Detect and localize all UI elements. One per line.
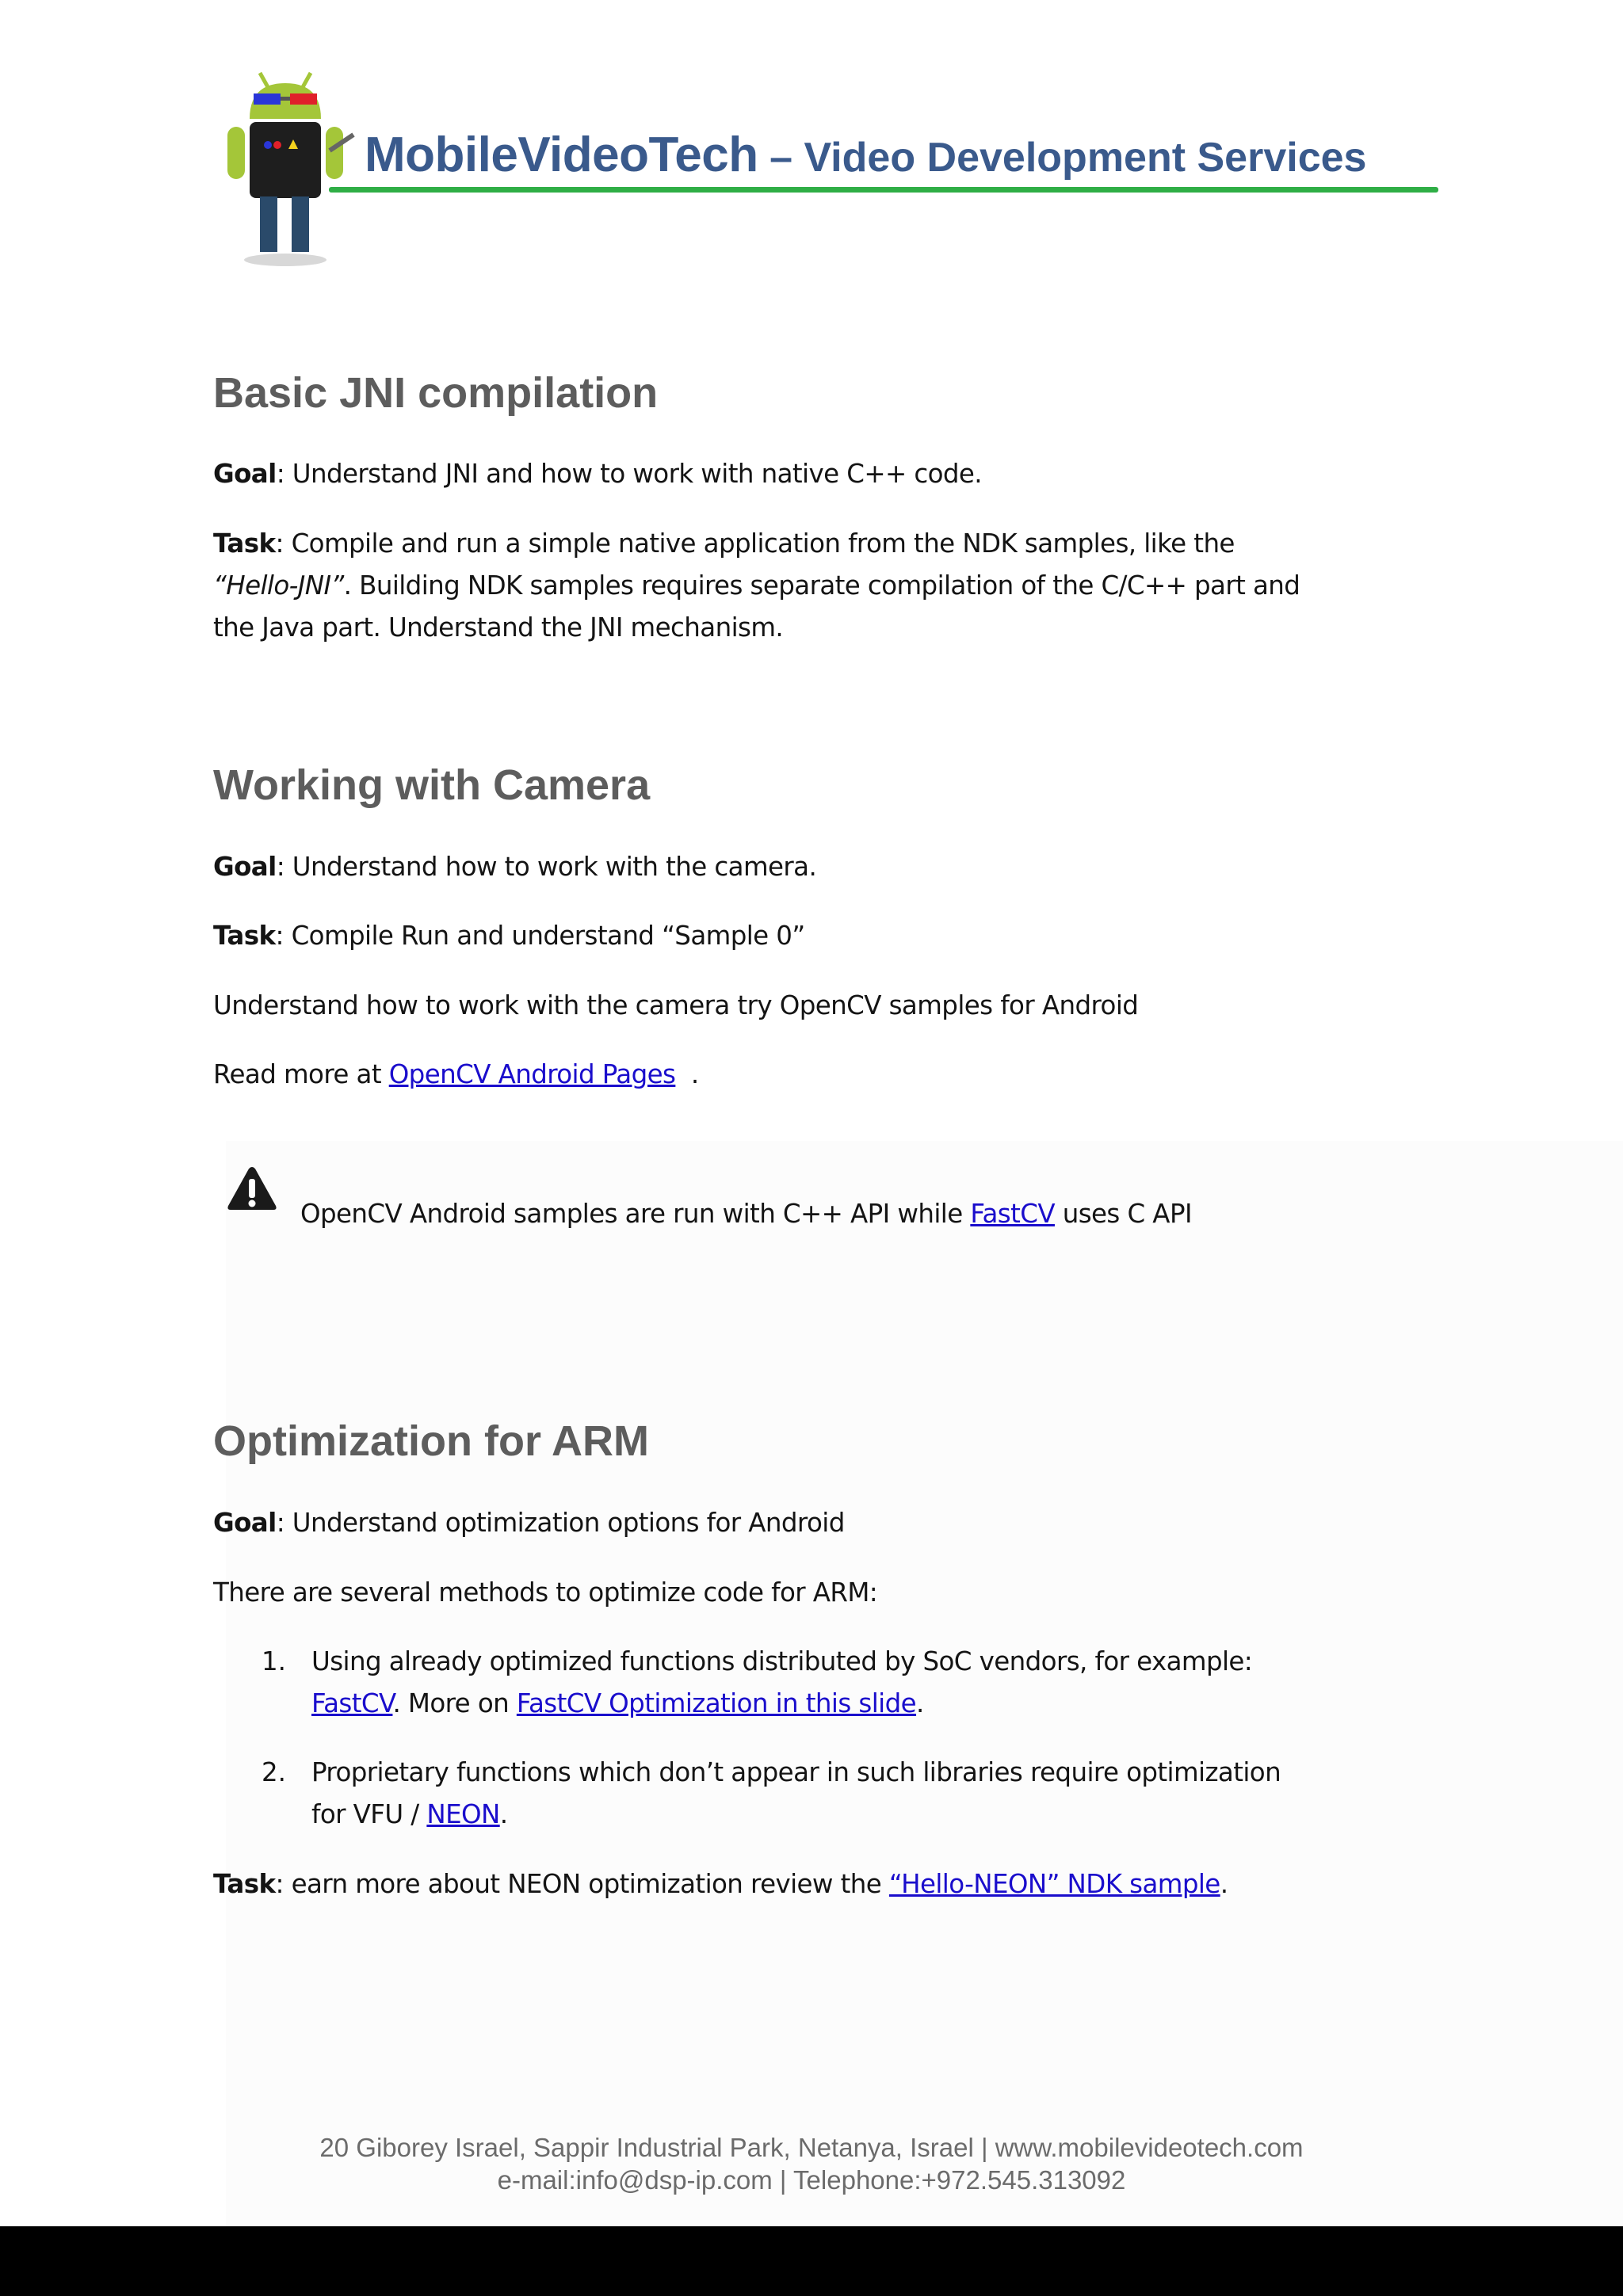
camera-goal (213, 846, 816, 888)
goal-label: Goal (213, 1508, 277, 1538)
list-item-1-line1: Using already optimized functions distributed by SoC vendors, for example: (311, 1646, 1253, 1676)
fastcv-link[interactable]: FastCV (311, 1688, 393, 1718)
list-item-text: . (916, 1688, 924, 1718)
section-title-camera: Working with Camera (213, 761, 651, 809)
list-item-2-line2 (311, 1794, 507, 1836)
list-item-2-line1: Proprietary functions which don’t appear in such libraries require optimization (311, 1757, 1281, 1787)
fastcv-link[interactable]: FastCV (970, 1199, 1055, 1229)
list-number: 2. (262, 1757, 287, 1787)
footer-contact: e-mail:info@dsp-ip.com | Telephone:+972.545.313092 (497, 2165, 1126, 2195)
neon-link[interactable]: NEON (426, 1799, 500, 1829)
footer-address: 20 Giborey Israel, Sappir Industrial Park, Netanya, Israel | www.mobilevideotech.com (319, 2133, 1304, 2162)
brand-divider (329, 187, 1438, 193)
goal-text: : Understand JNI and how to work with native C++ code. (276, 459, 983, 489)
goal-text: : Understand how to work with the camera. (276, 852, 817, 882)
opencv-android-pages-link[interactable]: OpenCV Android Pages (388, 1059, 676, 1089)
list-item-text: . (499, 1799, 508, 1829)
task-text: : earn more about NEON optimization review the (275, 1869, 889, 1899)
warning-icon (226, 1165, 278, 1212)
goal-text: : Understand optimization options for Android (276, 1508, 845, 1538)
section-title-jni: Basic JNI compilation (213, 369, 659, 417)
section-title-arm: Optimization for ARM (213, 1417, 649, 1465)
task-label: Task (213, 921, 276, 951)
list-number: 1. (262, 1646, 287, 1676)
jni-task-line2 (213, 565, 1300, 607)
readmore-suffix: . (675, 1059, 699, 1089)
task-text: : Compile Run and understand “Sample 0” (275, 921, 805, 951)
arm-task (213, 1863, 1228, 1905)
brand-tagline: – Video Development Services (758, 135, 1367, 181)
list-item-1-line2 (311, 1683, 924, 1725)
list-item-text: for VFU / (311, 1799, 427, 1829)
warning-note (300, 1193, 1192, 1235)
android-mascot-logo (214, 63, 357, 269)
hello-neon-sample-link[interactable]: “Hello-NEON” NDK sample (888, 1869, 1220, 1899)
hello-jni-italic: “Hello-JNI” (213, 570, 344, 601)
readmore-prefix: Read more at (213, 1059, 389, 1089)
brand-name: MobileVideoTech (365, 128, 758, 182)
list-item-text: . More on (392, 1688, 517, 1718)
letterhead (214, 63, 1450, 277)
task-text: . Building NDK samples requires separate compilation of the C/C++ part and (343, 570, 1300, 601)
bottom-black-bar (0, 2226, 1623, 2296)
camera-paragraph: Understand how to work with the camera try OpenCV samples for Android (213, 990, 1139, 1020)
fastcv-optimization-slide-link[interactable]: FastCV Optimization in this slide (516, 1688, 917, 1718)
goal-label: Goal (213, 459, 277, 489)
task-text: : Compile and run a simple native application from the NDK samples, like the (275, 528, 1235, 559)
goal-label: Goal (213, 852, 277, 882)
arm-intro: There are several methods to optimize code for ARM: (213, 1577, 878, 1608)
arm-goal (213, 1502, 845, 1544)
task-label: Task (213, 1869, 276, 1899)
camera-readmore (213, 1054, 699, 1096)
brand-title (365, 127, 1366, 183)
note-suffix: uses C API (1054, 1199, 1192, 1229)
jni-task (213, 523, 1235, 565)
camera-task (213, 915, 805, 957)
task-end: . (1220, 1869, 1228, 1899)
note-prefix: OpenCV Android samples are run with C++ API while (300, 1199, 971, 1229)
page-footer (0, 2131, 1623, 2196)
task-label: Task (213, 528, 276, 559)
jni-goal (213, 453, 982, 495)
jni-task-line3: the Java part. Understand the JNI mechanism. (213, 612, 784, 643)
